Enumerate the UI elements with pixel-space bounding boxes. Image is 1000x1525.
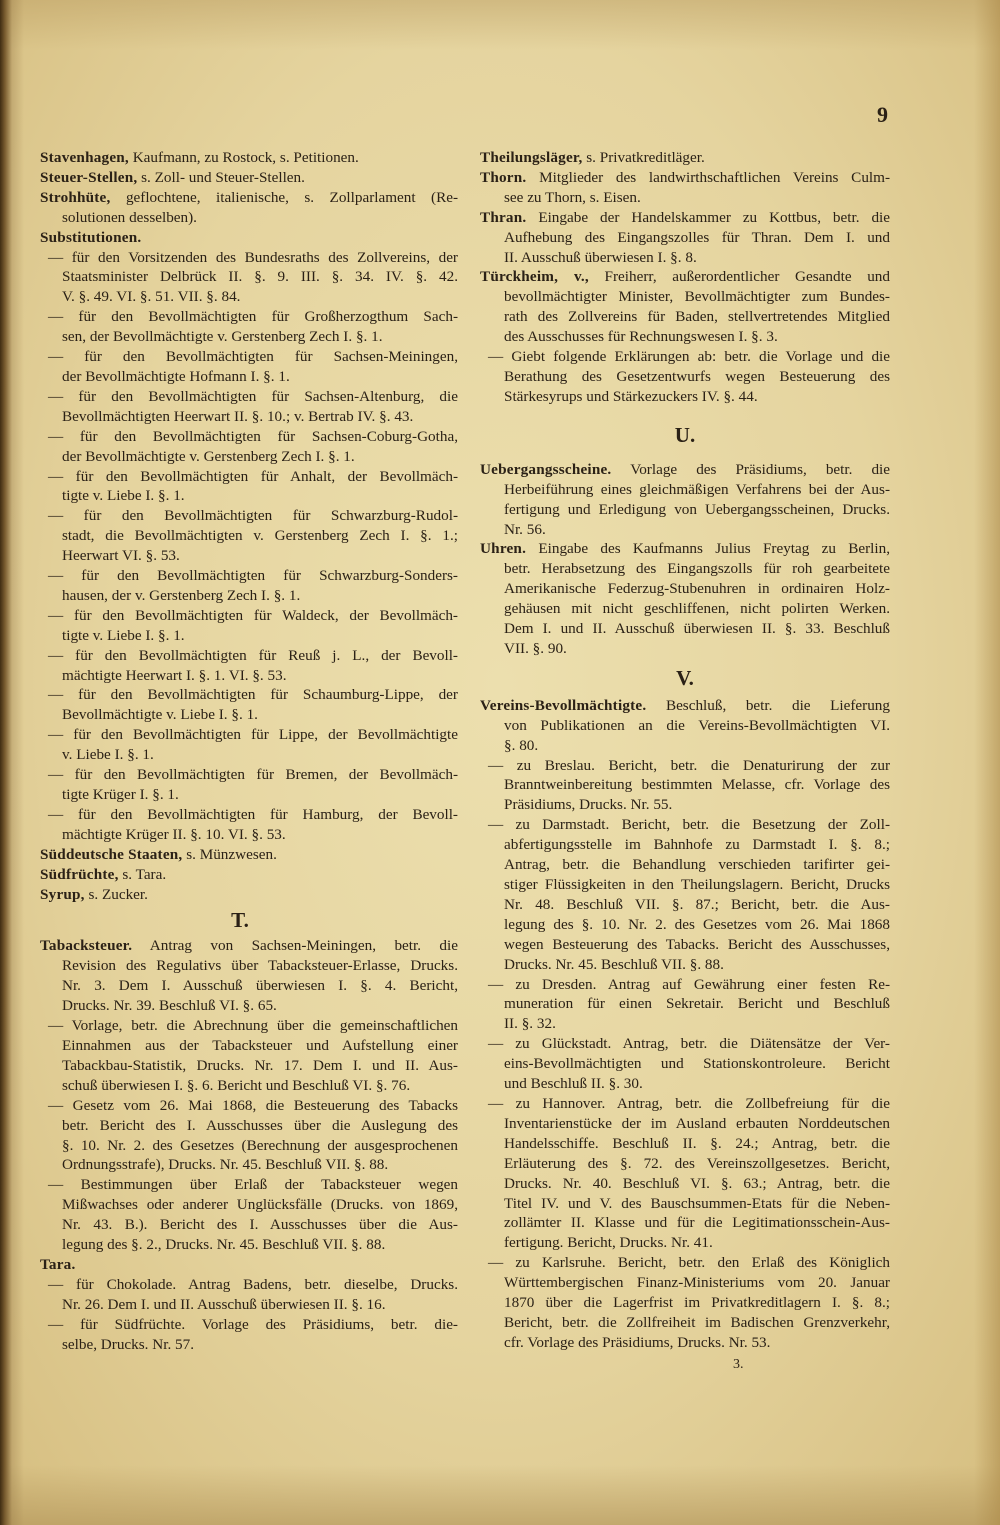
continuation-line bbox=[480, 1114, 890, 1134]
continuation-line bbox=[480, 895, 890, 915]
index-entry-line bbox=[480, 696, 890, 716]
entry-text: Branntweinbereitung bestimmten Melasse, cfr. Vorlage des bbox=[504, 776, 890, 794]
entry-text: Nr. 48. Beschluß VII. §. 87.; Bericht, betr. die Aus- bbox=[504, 895, 890, 913]
continuation-line bbox=[480, 915, 890, 935]
entry-text: — für den Bevollmächtigten für Schwarzburg-Sonders- bbox=[48, 567, 458, 585]
continuation-line bbox=[40, 1195, 458, 1215]
continuation-line bbox=[40, 1036, 458, 1056]
entry-text: Mitglieder des landwirthschaftlichen Vereins Culm- bbox=[539, 168, 890, 186]
continuation-line bbox=[480, 1333, 890, 1353]
entry-text: II. Ausschuß überwiesen I. §. 8. bbox=[504, 248, 697, 266]
entry-text: — für den Bevollmächtigten für Schaumburg-Lippe, der bbox=[48, 686, 458, 704]
continuation-line bbox=[40, 1295, 458, 1315]
entry-text: Beschluß, betr. die Lieferung bbox=[665, 696, 890, 714]
sub-entry-line bbox=[480, 1094, 890, 1114]
section-heading-v: V. bbox=[676, 665, 694, 690]
entry-text: stiger Flüssigkeiten in den Theilungslagern. Bericht, Drucks bbox=[504, 876, 890, 893]
headword: Vereins-Bevollmächtigte. bbox=[480, 696, 647, 714]
headword: Thorn. bbox=[480, 168, 527, 186]
entry-text: Staatsminister Delbrück II. §. 9. III. §. 34. IV. §. 42. bbox=[62, 268, 458, 286]
entry-text: II. §. 32. bbox=[504, 1015, 556, 1033]
continuation-line bbox=[480, 1054, 890, 1074]
entry-text: Freiherr, außerordentlicher Gesandte und bbox=[604, 268, 890, 286]
entry-text: fertigung. Bericht, Drucks. Nr. 41. bbox=[504, 1234, 713, 1252]
entry-text: — für den Bevollmächtigten für Hamburg, der Bevoll- bbox=[48, 805, 458, 823]
headword: Stavenhagen, bbox=[40, 149, 129, 166]
entry-text: — für den Bevollmächtigten für Schwarzburg-Rudol- bbox=[48, 507, 458, 525]
continuation-line bbox=[40, 1335, 458, 1355]
entry-text: Drucks. Nr. 39. Beschluß VI. §. 65. bbox=[62, 997, 277, 1015]
entry-text: Eingabe des Kaufmanns Julius Freytag zu Berlin, bbox=[538, 540, 890, 558]
entry-text: des Ausschusses für Rechnungswesen I. §. 3. bbox=[504, 328, 778, 346]
continuation-line bbox=[480, 307, 890, 327]
continuation-line bbox=[480, 188, 890, 208]
entry-text: — zu Karlsruhe. Bericht, betr. den Erlaß des Königlich bbox=[488, 1254, 890, 1272]
entry-text: Titel IV. und V. des Bauschsummen-Etats für die Neben- bbox=[504, 1194, 890, 1212]
entry-text: — Vorlage, betr. die Abrechnung über die gemeinschaftlichen bbox=[48, 1017, 458, 1035]
sub-entry-line bbox=[480, 1034, 890, 1054]
entry-text: Vorlage des Präsidiums, betr. die bbox=[630, 460, 890, 478]
entry-text: — Bestimmungen über Erlaß der Tabacksteuer wegen bbox=[48, 1176, 458, 1194]
entry-text: — für den Bevollmächtigten für Bremen, der Bevollmäch- bbox=[48, 766, 458, 784]
headword: Tara. bbox=[40, 1255, 76, 1273]
sub-entry-line bbox=[40, 606, 458, 626]
entry-text: rath des Zollvereins für Baden, stellvertretendes Mitglied bbox=[504, 308, 890, 326]
index-entry-line bbox=[40, 1255, 458, 1275]
entry-text: — für den Bevollmächtigten für Sachsen-Coburg-Gotha, bbox=[48, 427, 458, 445]
entry-text: — zu Glückstadt. Antrag, betr. die Diätensätze der Ver- bbox=[488, 1035, 890, 1053]
sub-entry-line bbox=[40, 685, 458, 705]
entry-text: gehäusen mit nicht geschliffenen, nicht polirten Werken. bbox=[504, 600, 890, 618]
entry-text: mächtigte Krüger II. §. 10. VI. §. 53. bbox=[62, 825, 286, 843]
sub-entry-line bbox=[40, 307, 458, 327]
column-left bbox=[40, 148, 458, 1354]
headword: Syrup, bbox=[40, 885, 85, 903]
entry-text: — für den Bevollmächtigten für Anhalt, der Bevollmäch- bbox=[48, 467, 458, 485]
entry-text: Eingabe der Handelskammer zu Kottbus, betr. die bbox=[538, 208, 890, 226]
headword: Uhren. bbox=[480, 540, 527, 558]
headword: Türckheim, v., bbox=[480, 268, 589, 286]
continuation-line bbox=[480, 1074, 890, 1094]
sub-entry-line bbox=[40, 1096, 458, 1116]
entry-text: Antrag von Sachsen-Meiningen, betr. die bbox=[149, 937, 458, 955]
index-entry-line bbox=[480, 168, 890, 188]
headword: Süddeutsche Staaten, bbox=[40, 845, 183, 863]
entry-text: wegen Besteuerung des Tabacks. Bericht des Ausschusses, bbox=[504, 935, 890, 953]
continuation-line bbox=[480, 639, 890, 659]
continuation-line bbox=[480, 387, 890, 407]
entry-text: tigte Krüger I. §. 1. bbox=[62, 786, 179, 803]
continuation-line bbox=[40, 745, 458, 765]
continuation-line bbox=[40, 976, 458, 996]
entry-text: — für den Bevollmächtigten für Waldeck, der Bevollmäch- bbox=[48, 606, 458, 624]
column-right bbox=[480, 148, 890, 1353]
entry-text: Drucks. Nr. 45. Beschluß VII. §. 88. bbox=[504, 955, 724, 973]
entry-text: betr. Herabsetzung des Eingangszolls für roh gearbeitete bbox=[504, 560, 890, 578]
entry-text: geflochtene, italienische, s. Zollparlament (Re- bbox=[125, 188, 458, 206]
continuation-line bbox=[40, 1136, 458, 1156]
entry-text: tigte v. Liebe I. §. 1. bbox=[62, 487, 185, 505]
sub-entry-line bbox=[40, 1016, 458, 1036]
entry-text: Nr. 3. Dem I. Ausschuß überwiesen I. §. 4. Bericht, bbox=[62, 977, 458, 995]
continuation-line bbox=[480, 619, 890, 639]
continuation-line bbox=[480, 1293, 890, 1313]
entry-text: Nr. 56. bbox=[504, 520, 546, 538]
entry-text: Ordnungsstrafe), Drucks. Nr. 45. Beschluß VII. §. 88. bbox=[62, 1156, 389, 1174]
continuation-line bbox=[40, 208, 458, 228]
entry-text: zollämter II. Klasse und für die Legitimationsschein-Aus- bbox=[504, 1214, 890, 1232]
sub-entry-line bbox=[40, 248, 458, 268]
entry-text: Revision des Regulativs über Tabacksteuer-Erlasse, Drucks. bbox=[62, 957, 458, 975]
continuation-line bbox=[40, 407, 458, 427]
index-entry-line bbox=[40, 228, 458, 248]
continuation-line bbox=[480, 500, 890, 520]
entry-text: bevollmächtigter Minister, Bevollmächtigter zum Bundes- bbox=[504, 288, 890, 306]
continuation-line bbox=[480, 480, 890, 500]
continuation-line bbox=[40, 666, 458, 686]
headword: Tabacksteuer. bbox=[40, 937, 133, 955]
continuation-line bbox=[40, 1076, 458, 1096]
continuation-line bbox=[480, 248, 890, 268]
index-entry-line bbox=[40, 865, 458, 885]
entry-text: 1870 über die Lagerfrist im Privatkreditlagern I. §. 8.; bbox=[504, 1294, 890, 1312]
continuation-line bbox=[40, 447, 458, 467]
continuation-line bbox=[480, 775, 890, 795]
continuation-line bbox=[480, 559, 890, 579]
entry-text: — für Chokolade. Antrag Badens, betr. dieselbe, Drucks. bbox=[48, 1275, 458, 1293]
continuation-line bbox=[480, 795, 890, 815]
entry-text: Stärkesyrups und Stärkezuckers IV. §. 44. bbox=[504, 387, 758, 405]
sub-entry-line bbox=[40, 427, 458, 447]
index-entry-line bbox=[40, 168, 458, 188]
entry-text: legung des §. 2., Drucks. Nr. 45. Beschluß VII. §. 88. bbox=[62, 1236, 386, 1254]
entry-text: — Gesetz vom 26. Mai 1868, die Besteuerung des Tabacks bbox=[48, 1096, 458, 1114]
entry-text: — für Südfrüchte. Vorlage des Präsidiums, betr. die- bbox=[48, 1315, 458, 1333]
entry-text: der Bevollmächtigte Hofmann I. §. 1. bbox=[62, 367, 290, 385]
entry-text: solutionen desselben). bbox=[62, 208, 197, 226]
entry-text: — für den Bevollmächtigten für Reuß j. L., der Bevoll- bbox=[48, 646, 458, 664]
entry-text: Inventarienstücke der im Ausland erbauten Norddeutschen bbox=[504, 1114, 890, 1132]
entry-text: — für den Bevollmächtigten für Sachsen-Meiningen, bbox=[48, 348, 458, 366]
entry-text: legung des §. 10. Nr. 2. des Gesetzes vom 26. Mai 1868 bbox=[504, 915, 890, 933]
index-entry-line bbox=[480, 208, 890, 228]
entry-text: Drucks. Nr. 40. Beschluß VI. §. 63.; Antrag, betr. die bbox=[504, 1174, 890, 1192]
continuation-line bbox=[480, 716, 890, 736]
entry-text: und Beschluß II. §. 30. bbox=[504, 1075, 643, 1093]
headword: Substitutionen. bbox=[40, 228, 142, 246]
index-entry-line bbox=[480, 148, 890, 168]
continuation-line bbox=[40, 626, 458, 646]
continuation-line bbox=[40, 1215, 458, 1235]
sub-entry-line bbox=[40, 506, 458, 526]
continuation-line bbox=[480, 736, 890, 756]
entry-text: Heerwart VI. §. 53. bbox=[62, 547, 180, 565]
entry-text: §. 10. Nr. 2. des Gesetzes (Berechnung der ausgesprochenen bbox=[62, 1136, 458, 1154]
entry-text: — für den Bevollmächtigten für Lippe, der Bevollmächtigte bbox=[48, 726, 458, 744]
sub-entry-line bbox=[480, 1253, 890, 1273]
sub-entry-line bbox=[40, 765, 458, 785]
entry-text: s. Zucker. bbox=[88, 885, 148, 903]
index-entry-line bbox=[40, 885, 458, 905]
entry-text: eins-Bevollmächtigten und Stationskontroleure. Bericht bbox=[504, 1055, 890, 1073]
continuation-line bbox=[40, 367, 458, 387]
entry-text: Amerikanische Federzug-Stubenuhren in ordinairen Holz- bbox=[504, 580, 890, 598]
index-entry-line bbox=[480, 539, 890, 559]
entry-text: v. Liebe I. §. 1. bbox=[62, 746, 154, 764]
entry-text: s. Privatkreditläger. bbox=[586, 149, 705, 166]
continuation-line bbox=[480, 855, 890, 875]
continuation-line bbox=[40, 785, 458, 805]
continuation-line bbox=[480, 1273, 890, 1293]
continuation-line bbox=[40, 996, 458, 1016]
entry-text: — Giebt folgende Erklärungen ab: betr. die Vorlage und die bbox=[488, 348, 890, 366]
index-entry-line bbox=[40, 148, 458, 168]
sub-entry-line bbox=[40, 1175, 458, 1195]
continuation-line bbox=[480, 327, 890, 347]
continuation-line bbox=[480, 994, 890, 1014]
continuation-line bbox=[480, 1174, 890, 1194]
entry-text: Tabackbau-Statistik, Drucks. Nr. 17. Dem I. und II. Aus- bbox=[62, 1056, 458, 1074]
entry-text: schuß überwiesen I. §. 6. Bericht und Beschluß VI. §. 76. bbox=[62, 1076, 411, 1094]
sub-entry-line bbox=[40, 1315, 458, 1335]
entry-text: Berathung des Gesetzentwurfs wegen Besteuerung des bbox=[504, 367, 890, 385]
entry-text: s. Münzwesen. bbox=[186, 845, 277, 863]
continuation-line bbox=[40, 267, 458, 287]
page-number: 9 bbox=[877, 102, 888, 127]
entry-text: Bevollmächtigte v. Liebe I. §. 1. bbox=[62, 706, 258, 724]
index-entry-line bbox=[40, 188, 458, 208]
continuation-line bbox=[480, 1134, 890, 1154]
entry-text: hausen, der v. Gerstenberg Zech I. §. 1. bbox=[62, 586, 301, 604]
entry-text: s. Zoll- und Steuer-Stellen. bbox=[141, 168, 305, 186]
entry-text: Präsidiums, Drucks. Nr. 55. bbox=[504, 796, 673, 814]
sub-entry-line bbox=[480, 347, 890, 367]
continuation-line bbox=[480, 835, 890, 855]
sub-entry-line bbox=[40, 467, 458, 487]
entry-text: s. Tara. bbox=[122, 865, 167, 883]
continuation-line bbox=[40, 287, 458, 307]
entry-text: Erläuterung des §. 72. des Vereinszollgesetzes. Bericht, bbox=[504, 1154, 890, 1172]
entry-text: Aufhebung des Eingangszolles für Thran. Dem I. und bbox=[504, 228, 890, 246]
entry-text: cfr. Vorlage des Präsidiums, Drucks. Nr. 53. bbox=[504, 1333, 771, 1351]
entry-text: Kaufmann, zu Rostock, s. Petitionen. bbox=[132, 149, 359, 166]
continuation-line bbox=[40, 705, 458, 725]
index-entry-line bbox=[480, 460, 890, 480]
entry-text: tigte v. Liebe I. §. 1. bbox=[62, 626, 185, 644]
index-entry-line bbox=[40, 936, 458, 956]
entry-text: stadt, die Bevollmächtigten v. Gerstenberg Zech I. §. 1.; bbox=[62, 527, 458, 545]
continuation-line bbox=[480, 579, 890, 599]
continuation-line bbox=[480, 935, 890, 955]
entry-text: — zu Darmstadt. Bericht, betr. die Besetzung der Zoll- bbox=[488, 816, 890, 834]
entry-text: Einnahmen aus der Tabacksteuer und Aufstellung einer bbox=[62, 1036, 458, 1054]
entry-text: sen, der Bevollmächtigte v. Gerstenberg Zech I. §. 1. bbox=[62, 328, 383, 346]
headword: Steuer-Stellen, bbox=[40, 168, 138, 186]
index-entry-line bbox=[40, 845, 458, 865]
continuation-line bbox=[40, 956, 458, 976]
continuation-line bbox=[480, 875, 890, 895]
entry-text: — zu Breslau. Bericht, betr. die Denaturirung der zur bbox=[488, 756, 890, 774]
continuation-line bbox=[480, 1014, 890, 1034]
entry-text: muneration für einen Sekretair. Bericht und Beschluß bbox=[504, 995, 890, 1013]
entry-text: der Bevollmächtigte v. Gerstenberg Zech I. §. 1. bbox=[62, 447, 355, 465]
continuation-line bbox=[480, 1154, 890, 1174]
entry-text: Antrag, betr. die Behandlung verschieden tarifirter gei- bbox=[504, 856, 890, 874]
section-heading-u: U. bbox=[674, 422, 696, 447]
continuation-line bbox=[40, 546, 458, 566]
entry-text: — für den Vorsitzenden des Bundesraths des Zollvereins, der bbox=[48, 248, 458, 266]
index-entry-line bbox=[480, 267, 890, 287]
headword: Uebergangsscheine. bbox=[480, 460, 612, 478]
entry-text: abfertigungsstelle im Bahnhofe zu Darmstadt I. §. 8.; bbox=[504, 836, 890, 854]
headword: Theilungsläger, bbox=[480, 149, 583, 166]
continuation-line bbox=[40, 1155, 458, 1175]
entry-text: Dem I. und II. Ausschuß überwiesen II. §. 33. Beschluß bbox=[504, 620, 890, 638]
continuation-line bbox=[40, 1056, 458, 1076]
continuation-line bbox=[480, 955, 890, 975]
entry-text: see zu Thorn, s. Eisen. bbox=[504, 188, 641, 206]
headword: Strohhüte, bbox=[40, 188, 111, 206]
entry-text: — zu Dresden. Antrag auf Gewährung einer festen Re- bbox=[488, 975, 890, 993]
entry-text: — zu Hannover. Antrag, betr. die Zollbefreiung für die bbox=[488, 1094, 890, 1112]
headword: Thran. bbox=[480, 208, 527, 226]
sub-entry-line bbox=[40, 387, 458, 407]
continuation-line bbox=[40, 1235, 458, 1255]
continuation-line bbox=[480, 599, 890, 619]
entry-text: Bevollmächtigten Heerwart II. §. 10.; v. Bertrab IV. §. 43. bbox=[62, 407, 414, 425]
signature-mark: 3. bbox=[733, 1357, 744, 1372]
continuation-line bbox=[40, 327, 458, 347]
continuation-line bbox=[480, 287, 890, 307]
continuation-line bbox=[40, 526, 458, 546]
continuation-line bbox=[40, 586, 458, 606]
sub-entry-line bbox=[40, 347, 458, 367]
entry-text: V. §. 49. VI. §. 51. VII. §. 84. bbox=[62, 288, 241, 306]
sub-entry-line bbox=[40, 1275, 458, 1295]
section-heading-t: T. bbox=[231, 908, 249, 933]
continuation-line bbox=[40, 825, 458, 845]
entry-text: Bericht, betr. die Zollfreiheit im Badischen Grenzverkehr, bbox=[504, 1313, 890, 1331]
continuation-line bbox=[480, 1194, 890, 1214]
entry-text: mächtigte Heerwart I. §. 1. VI. §. 53. bbox=[62, 666, 287, 684]
entry-text: betr. Bericht des I. Ausschusses über die Auslegung des bbox=[62, 1116, 458, 1134]
sub-entry-line bbox=[40, 566, 458, 586]
continuation-line bbox=[480, 520, 890, 540]
continuation-line bbox=[480, 228, 890, 248]
sub-entry-line bbox=[40, 725, 458, 745]
continuation-line bbox=[40, 1116, 458, 1136]
entry-text: fertigung und Erledigung von Uebergangsscheinen, Drucks. bbox=[504, 500, 890, 518]
entry-text: Mißwachses oder anderer Unglücksfälle (Drucks. von 1869, bbox=[62, 1196, 458, 1214]
sub-entry-line bbox=[480, 815, 890, 835]
entry-text: Nr. 26. Dem I. und II. Ausschuß überwiesen II. §. 16. bbox=[62, 1295, 386, 1313]
entry-text: selbe, Drucks. Nr. 57. bbox=[62, 1335, 195, 1353]
entry-text: Handelsschiffe. Beschluß II. §. 24.; Antrag, betr. die bbox=[504, 1134, 890, 1152]
entry-text: Württembergischen Finanz-Ministeriums vom 20. Januar bbox=[504, 1274, 890, 1292]
entry-text: — für den Bevollmächtigten für Großherzogthum Sach- bbox=[48, 308, 458, 326]
continuation-line bbox=[40, 486, 458, 506]
continuation-line bbox=[480, 367, 890, 387]
entry-text: von Publikationen an die Vereins-Bevollmächtigten VI. bbox=[504, 716, 890, 734]
sub-entry-line bbox=[40, 805, 458, 825]
continuation-line bbox=[480, 1213, 890, 1233]
entry-text: Nr. 43. B.). Bericht des I. Ausschusses über die Aus- bbox=[62, 1216, 458, 1234]
headword: Südfrüchte, bbox=[40, 865, 119, 883]
sub-entry-line bbox=[480, 756, 890, 776]
continuation-line bbox=[480, 1233, 890, 1253]
entry-text: VII. §. 90. bbox=[504, 639, 567, 657]
sub-entry-line bbox=[40, 646, 458, 666]
entry-text: Herbeiführung eines gleichmäßigen Verfahrens bei der Aus- bbox=[504, 480, 890, 498]
sub-entry-line bbox=[480, 975, 890, 995]
entry-text: — für den Bevollmächtigten für Sachsen-Altenburg, die bbox=[48, 387, 458, 405]
continuation-line bbox=[480, 1313, 890, 1333]
entry-text: §. 80. bbox=[504, 736, 539, 754]
